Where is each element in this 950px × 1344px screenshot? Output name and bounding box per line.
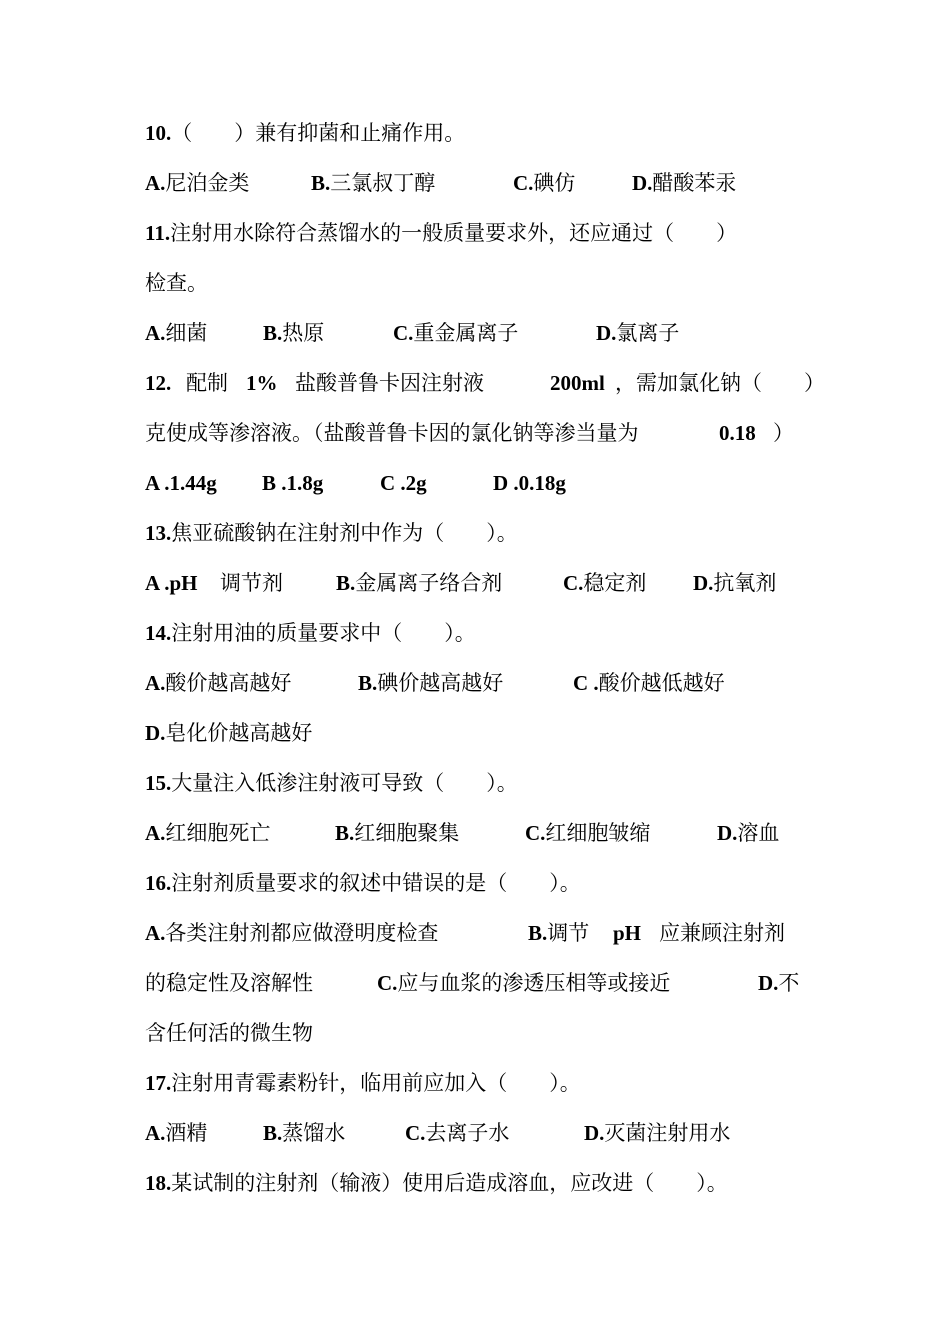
question-number: 13. <box>145 521 172 545</box>
option-a-text: 细菌 <box>165 321 208 345</box>
option-b-text: 金属离子络合剂 <box>355 571 503 595</box>
option-c-text: 去离子水 <box>425 1121 510 1145</box>
option-b-text: 红细胞聚集 <box>354 821 460 845</box>
question-stem: 焦亚硫酸钠在注射剂中作为（ ）。 <box>171 521 518 545</box>
question-10-options <box>145 168 845 198</box>
option-b-label: B. <box>358 671 378 695</box>
option-b-label: B. <box>336 571 356 595</box>
option-c-text: 红细胞皱缩 <box>545 821 651 845</box>
question-stem-part: ，需加氯化钠（ ） <box>615 371 825 395</box>
question-stem-continued: 检查。 <box>145 271 208 295</box>
option-d-text: 皂化价越高越好 <box>165 721 313 745</box>
question-stem-value: 200ml <box>550 371 605 395</box>
option-a-text: 各类注射剂都应做澄明度检查 <box>165 921 439 945</box>
option-b-text: 三氯叔丁醇 <box>330 171 436 195</box>
option-b-label: B. <box>528 921 548 945</box>
option-b-label: B. <box>263 1121 283 1145</box>
option-c-label: C. <box>513 171 534 195</box>
option-a-label: A. <box>145 321 166 345</box>
question-13 <box>145 518 518 548</box>
question-number: 10. <box>145 121 172 145</box>
option-d-label: D. <box>584 1121 605 1145</box>
option-b-text: 调节 <box>547 921 590 945</box>
question-number: 16. <box>145 871 172 895</box>
option-d-text: 氯离子 <box>616 321 680 345</box>
question-number: 18. <box>145 1171 172 1195</box>
option-b-text: 碘价越高越好 <box>377 671 504 695</box>
option-d-label: D. <box>596 321 617 345</box>
question-13-options <box>145 568 845 598</box>
question-number: 15. <box>145 771 172 795</box>
option-c-text: 重金属离子 <box>413 321 519 345</box>
option-b-text-cont: 应兼顾注射剂 <box>659 921 785 945</box>
option-c-text: 稳定剂 <box>583 571 647 595</box>
question-17 <box>145 1068 581 1098</box>
question-12-stem-cont <box>145 418 815 448</box>
option-c-label: C . <box>573 671 599 695</box>
option-b: B .1.8g <box>262 471 324 495</box>
option-d-label: D. <box>717 821 738 845</box>
option-d-label: D. <box>693 571 714 595</box>
option-a-text: 酒精 <box>165 1121 208 1145</box>
question-16-options-line3 <box>145 1018 313 1048</box>
question-11 <box>145 218 737 248</box>
question-16-options-line2 <box>145 968 815 998</box>
option-c-text: 应与血浆的渗透压相等或接近 <box>397 971 671 995</box>
question-number: 12. <box>145 371 172 395</box>
option-a-text: 酸价越高越好 <box>165 671 292 695</box>
option-a-text: 尼泊金类 <box>165 171 250 195</box>
question-number: 17. <box>145 1071 172 1095</box>
question-stem-part: 盐酸普鲁卡因注射液 <box>295 371 484 395</box>
option-d: D .0.18g <box>493 471 566 495</box>
option-d-text: 不 <box>778 971 800 995</box>
question-12 <box>145 368 825 398</box>
option-a-label: A. <box>145 671 166 695</box>
option-c-label: C. <box>377 971 398 995</box>
option-b-label: B. <box>311 171 331 195</box>
option-b-label: B. <box>335 821 355 845</box>
question-18 <box>145 1168 728 1198</box>
question-stem: 注射用青霉素粉针，临用前应加入（ ）。 <box>171 1071 581 1095</box>
question-12-options <box>145 468 845 498</box>
option-a-label: A. <box>145 1121 166 1145</box>
question-16-options-line1 <box>145 918 815 948</box>
option-d-label: D. <box>145 721 166 745</box>
option-c-text: 酸价越低越好 <box>598 671 725 695</box>
option-d-text-cont: 含任何活的微生物 <box>145 1021 313 1045</box>
option-c-label: C. <box>563 571 584 595</box>
question-11-stem-cont <box>145 268 208 298</box>
option-a-label: A. <box>145 171 166 195</box>
question-stem: 注射用油的质量要求中（ ）。 <box>171 621 476 645</box>
question-11-options <box>145 318 845 348</box>
option-b-text: 热原 <box>282 321 325 345</box>
option-b-text-cont: 的稳定性及溶解性 <box>145 971 313 995</box>
question-stem-continued: 克使成等渗溶液。（盐酸普鲁卡因的氯化钠等渗当量为 <box>145 421 639 445</box>
option-a-label: A. <box>145 921 166 945</box>
question-stem-value: 0.18 <box>719 421 756 445</box>
option-d-text: 抗氧剂 <box>713 571 777 595</box>
option-c-label: C. <box>393 321 414 345</box>
question-stem: 注射用水除符合蒸馏水的一般质量要求外，还应通过（ ） <box>170 221 738 245</box>
option-a-label: A .pH <box>145 571 198 595</box>
option-d-text: 溶血 <box>737 821 780 845</box>
option-b-label: B. <box>263 321 283 345</box>
question-stem: 某试制的注射剂（输液）使用后造成溶血，应改进（ ）。 <box>171 1171 728 1195</box>
question-stem-part: 配制 <box>186 371 228 395</box>
question-stem-part: ） <box>773 421 794 445</box>
question-stem: （ ）兼有抑菌和止痛作用。 <box>171 121 466 145</box>
option-a-text: 调节剂 <box>220 571 283 595</box>
question-stem: 注射剂质量要求的叙述中错误的是（ ）。 <box>171 871 581 895</box>
question-14 <box>145 618 476 648</box>
question-16 <box>145 868 581 898</box>
option-d-label: D. <box>758 971 779 995</box>
option-a-text: 红细胞死亡 <box>165 821 271 845</box>
question-15-options <box>145 818 845 848</box>
question-10 <box>145 118 465 148</box>
question-stem-value: 1% <box>246 371 278 395</box>
option-b-text: 蒸馏水 <box>282 1121 346 1145</box>
question-14-options <box>145 668 845 698</box>
question-15 <box>145 768 518 798</box>
question-number: 14. <box>145 621 172 645</box>
option-c-label: C. <box>525 821 546 845</box>
question-number: 11. <box>145 221 171 245</box>
option-d-text: 灭菌注射用水 <box>604 1121 731 1145</box>
option-c: C .2g <box>380 471 427 495</box>
option-d-text: 醋酸苯汞 <box>652 171 737 195</box>
option-d-label: D. <box>632 171 653 195</box>
question-stem: 大量注入低渗注射液可导致（ ）。 <box>171 771 518 795</box>
option-b-value: pH <box>613 921 642 945</box>
option-a: A .1.44g <box>145 471 217 495</box>
option-a-label: A. <box>145 821 166 845</box>
question-14-options-cont <box>145 718 312 748</box>
question-17-options <box>145 1118 845 1148</box>
option-c-label: C. <box>405 1121 426 1145</box>
option-c-text: 碘仿 <box>533 171 576 195</box>
